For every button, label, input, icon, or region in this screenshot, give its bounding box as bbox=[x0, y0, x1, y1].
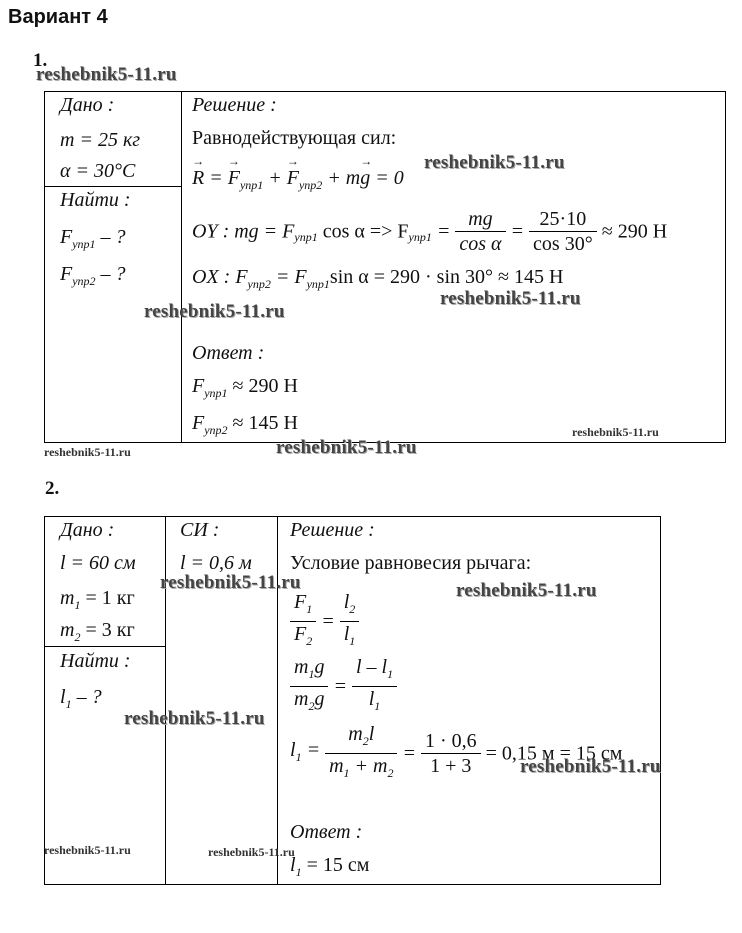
watermark: reshebnik5-11.ru bbox=[44, 445, 131, 459]
lever-eq-1: $\frac{F_1}{F_2}$ = $\frac{l_2}{l_1}$ bbox=[290, 590, 359, 653]
answer-label: Ответ : bbox=[290, 821, 363, 843]
watermark: reshebnik5-11.ru bbox=[440, 288, 581, 309]
watermark: reshebnik5-11.ru bbox=[44, 843, 131, 857]
find-l1: $l_1$ – ? bbox=[60, 686, 102, 711]
problem-2-given-divider bbox=[44, 646, 166, 647]
ox-equation: OX : $F_{упр2} = F_{упр1}\sin$ α = 290 · sin 30° ≈ 145 Н bbox=[192, 266, 564, 291]
problem-1-divider bbox=[181, 91, 182, 443]
watermark: reshebnik5-11.ru bbox=[572, 425, 659, 439]
given-label: Дано : bbox=[60, 519, 115, 541]
solution-label: Решение : bbox=[290, 519, 375, 541]
watermark: reshebnik5-11.ru bbox=[456, 580, 597, 601]
solution-label: Решение : bbox=[192, 94, 277, 116]
watermark: reshebnik5-11.ru bbox=[124, 708, 265, 729]
watermark: reshebnik5-11.ru bbox=[160, 572, 301, 593]
find-f1: $F_{упр1}$ – ? bbox=[60, 226, 126, 251]
given-angle: α = 30°C bbox=[60, 160, 136, 182]
given-m2: $m_2 = 3$ кг bbox=[60, 619, 135, 644]
find-label: Найти : bbox=[60, 189, 131, 211]
given-label: Дано : bbox=[60, 94, 115, 116]
given-m1: $m_1 = 1$ кг bbox=[60, 587, 135, 612]
lever-eq-2: $\frac{m_1g}{m_2g}$ = $\frac{l - l_1}{l_1}$ bbox=[290, 655, 397, 718]
problem-1-number: 1. bbox=[33, 50, 48, 71]
watermark: reshebnik5-11.ru bbox=[424, 152, 565, 173]
answer-l1: $l_1 = 15$ см bbox=[290, 854, 370, 879]
given-mass: m = 25 кг bbox=[60, 129, 141, 151]
given-length: l = 60 см bbox=[60, 552, 136, 574]
resultant-equation: → R = → $F_{упр1}$ + → $F_{упр2} + m\to g = 0$ bbox=[192, 167, 404, 193]
answer-label: Ответ : bbox=[192, 342, 265, 364]
find-f2: $F_{упр2}$ – ? bbox=[60, 263, 126, 288]
oy-equation: OY : mg = $F_{упр1}$ $\cos \alpha => F_{упр1}$ = $\frac{mg}{\text{cos α}}$ = $\frac{25\cdot 10}{\cos 30^\circ}$ ≈ 290 Н bbox=[192, 208, 668, 255]
si-length: l = 0,6 м bbox=[180, 552, 252, 574]
watermark: reshebnik5-11.ru bbox=[520, 756, 661, 777]
find-label: Найти : bbox=[60, 650, 131, 672]
watermark: reshebnik5-11.ru bbox=[208, 845, 295, 859]
answer-f1: $F_{упр1} \approx 290$ Н bbox=[192, 375, 298, 400]
page-title: Вариант 4 bbox=[8, 6, 108, 28]
problem-2-number: 2. bbox=[45, 478, 60, 499]
lever-intro: Условие равновесия рычага: bbox=[290, 552, 532, 574]
si-label: СИ : bbox=[180, 519, 220, 541]
problem-1-given-divider bbox=[44, 186, 182, 187]
watermark: reshebnik5-11.ru bbox=[144, 301, 285, 322]
watermark: reshebnik5-11.ru bbox=[36, 64, 177, 85]
lever-eq-3: $l_1$ = $\frac{m_2l}{m_1 + m_2}$ = $\frac{1 \cdot 0,6}{1 + 3}$ = 0,15 м = 15 см bbox=[290, 723, 623, 780]
watermark: reshebnik5-11.ru bbox=[276, 437, 417, 458]
resultant-intro: Равнодействующая сил: bbox=[192, 127, 397, 149]
answer-f2: $F_{упр2} \approx 145$ Н bbox=[192, 412, 298, 437]
